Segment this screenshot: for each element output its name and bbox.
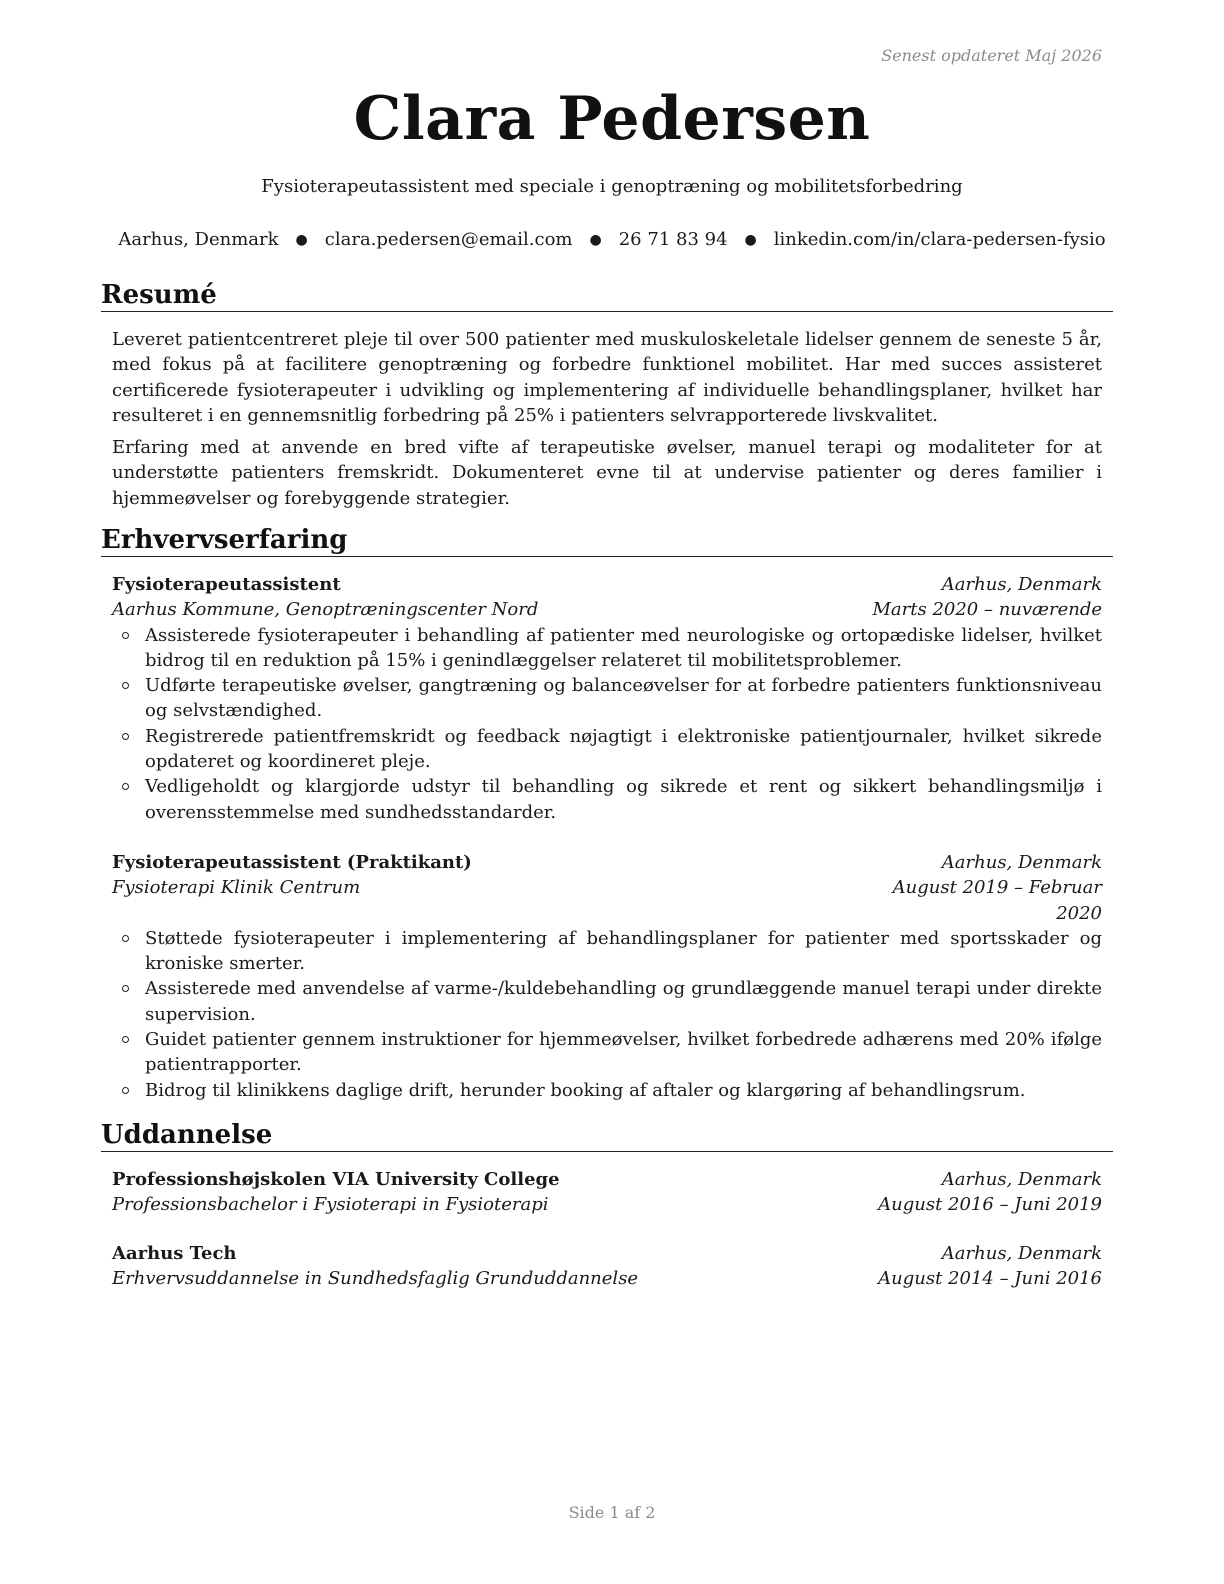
summary-body bbox=[112, 327, 1102, 518]
job-dates: Marts 2020 – nuværende bbox=[872, 599, 1102, 621]
school-name: Professionshøjskolen VIA University College bbox=[112, 1169, 560, 1190]
bullet-text: Udførte terapeutiske øvelser, gangtræning og balanceøvelser for at forbedre patienters funktionsniveau og selvstændighed. bbox=[145, 675, 1102, 722]
degree: Erhvervsuddannelse in Sundhedsfaglig Grunduddannelse bbox=[112, 1268, 639, 1290]
job-dates-line2: 2020 bbox=[1056, 902, 1102, 924]
bullet-text: Guidet patienter gennem instruktioner for hjemmeøvelser, hvilket forbedrede adhærens med 20% ifølge patientrapporter. bbox=[145, 1029, 1102, 1076]
summary-paragraph: Leveret patientcentreret pleje til over 500 patienter med muskuloskeletale lidelser gennem de seneste 5 år, med fokus på at facilitere genoptræning og forbedre funktionel mobilitet. Har med succes assisteret certificerede fysioterapeuter i udvikling og implementering af individuelle behandlingsplaner, hvilket har resulteret i en gennemsnitlig forbedring på 25% i patienters selvrapporterede livskvalitet. bbox=[112, 329, 1102, 426]
bullet-text: Bidrog til klinikkens daglige drift, herunder booking af aftaler og klargøring af behandlingsrum. bbox=[145, 1079, 1026, 1101]
circle-bullet-icon bbox=[122, 682, 129, 689]
job-title: Fysioterapeutassistent bbox=[112, 574, 341, 595]
bullet-text: Støttede fysioterapeuter i implementering af behandlingsplaner for patienter med sportsskader og kroniske smerter. bbox=[145, 927, 1102, 975]
candidate-name: Clara Pedersen bbox=[353, 84, 871, 154]
section-heading-experience: Erhvervserfaring bbox=[101, 525, 1113, 557]
job-entry bbox=[112, 572, 1102, 825]
bullet-text: Assisterede med anvendelse af varme-/kuldebehandling og grundlæggende manuel terapi under direkte supervision. bbox=[145, 978, 1102, 1025]
bullet-text: Vedligeholdt og klargjorde udstyr til behandling og sikrede et rent og sikkert behandlingsmiljø i overensstemmelse med sundhedsstandarder. bbox=[145, 776, 1102, 823]
degree: Professionsbachelor i Fysioterapi in Fysioterapi bbox=[112, 1194, 549, 1216]
list-item bbox=[112, 976, 1102, 1027]
circle-bullet-icon bbox=[122, 1036, 129, 1043]
school-location: Aarhus, Denmark bbox=[941, 1243, 1102, 1264]
bullet-separator: ● bbox=[744, 231, 757, 248]
contact-phone: 26 71 83 94 bbox=[618, 229, 728, 250]
experience-section bbox=[101, 525, 1113, 557]
bullet-separator: ● bbox=[589, 231, 602, 248]
summary-section bbox=[101, 280, 1113, 312]
contact-info bbox=[0, 229, 1224, 250]
section-heading-summary: Resumé bbox=[101, 280, 1113, 312]
circle-bullet-icon bbox=[122, 632, 129, 639]
job-dates-line1: August 2019 – Februar bbox=[892, 877, 1102, 899]
circle-bullet-icon bbox=[122, 1087, 129, 1094]
page-number: Side 1 af 2 bbox=[568, 1503, 656, 1522]
job-entry bbox=[112, 850, 1102, 1103]
contact-location: Aarhus, Denmark bbox=[118, 229, 279, 250]
contact-linkedin[interactable]: linkedin.com/in/clara-pedersen-fysio bbox=[773, 229, 1106, 250]
job-bullets bbox=[112, 926, 1102, 1103]
list-item bbox=[112, 1027, 1102, 1078]
education-section bbox=[101, 1120, 1113, 1152]
school-name: Aarhus Tech bbox=[112, 1243, 237, 1264]
circle-bullet-icon bbox=[122, 783, 129, 790]
list-item bbox=[112, 673, 1102, 724]
education-dates: August 2016 – Juni 2019 bbox=[878, 1194, 1102, 1216]
list-item bbox=[112, 623, 1102, 674]
tagline: Fysioterapeutassistent med speciale i genoptræning og mobilitetsforbedring bbox=[261, 176, 963, 197]
contact-email[interactable]: clara.pedersen@email.com bbox=[324, 229, 573, 250]
job-bullets bbox=[112, 623, 1102, 825]
last-updated: Senest opdateret Maj 2026 bbox=[881, 46, 1102, 65]
circle-bullet-icon bbox=[122, 935, 129, 942]
bullet-text: Assisterede fysioterapeuter i behandling af patienter med neurologiske og ortopædiske lidelser, hvilket bidrog til en reduktion på 15% i genindlæggelser relateret til mobilitetsproblemer. bbox=[145, 624, 1102, 671]
job-employer: Aarhus Kommune, Genoptræningscenter Nord bbox=[112, 599, 539, 621]
list-item bbox=[112, 1078, 1102, 1103]
section-heading-education: Uddannelse bbox=[101, 1120, 1113, 1152]
summary-paragraph: Erfaring med at anvende en bred vifte af terapeutiske øvelser, manuel terapi og modaliteter for at understøtte patienters fremskridt. Dokumenteret evne til at undervise patienter og deres familier i hjemmeøvelser og forebyggende strategier. bbox=[112, 437, 1102, 509]
bullet-separator: ● bbox=[295, 231, 308, 248]
list-item bbox=[112, 724, 1102, 775]
school-location: Aarhus, Denmark bbox=[941, 1169, 1102, 1190]
education-entry bbox=[112, 1167, 1102, 1218]
list-item bbox=[112, 926, 1102, 977]
circle-bullet-icon bbox=[122, 733, 129, 740]
job-location: Aarhus, Denmark bbox=[941, 574, 1102, 595]
circle-bullet-icon bbox=[122, 985, 129, 992]
list-item bbox=[112, 774, 1102, 825]
job-location: Aarhus, Denmark bbox=[941, 852, 1102, 873]
education-entry bbox=[112, 1241, 1102, 1292]
job-employer: Fysioterapi Klinik Centrum bbox=[112, 877, 361, 899]
job-title: Fysioterapeutassistent (Praktikant) bbox=[112, 852, 472, 873]
bullet-text: Registrerede patientfremskridt og feedback nøjagtigt i elektroniske patientjournaler, hvilket sikrede opdateret og koordineret pleje. bbox=[145, 725, 1102, 773]
job-dates bbox=[893, 875, 1102, 926]
education-dates: August 2014 – Juni 2016 bbox=[878, 1268, 1102, 1290]
